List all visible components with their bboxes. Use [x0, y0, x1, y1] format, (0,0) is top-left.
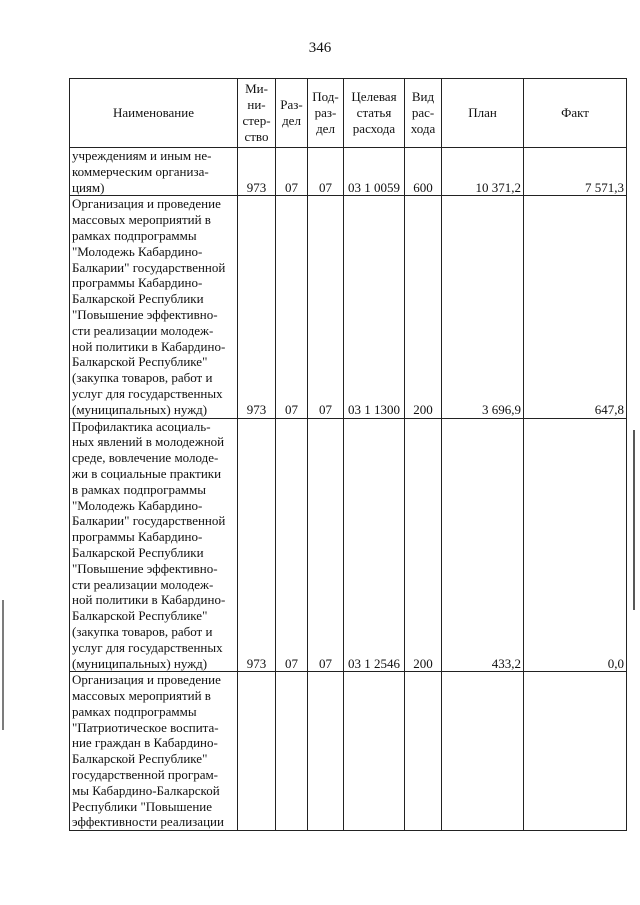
row-plan [442, 672, 524, 831]
row-name: учреждениям и иным не- коммерческим организа- циям) [70, 148, 238, 196]
row-fact: 647,8 [524, 196, 627, 418]
row-section: 07 [276, 148, 308, 196]
row-name: Организация и проведение массовых мероприятий в рамках подпрограммы "Патриотическое воспита- ние граждан в Кабардино- Балкарской Республике" государственной програм- мы Кабардино-Балкарской Республики "Повышение эффективности реализации [70, 672, 238, 831]
row-plan: 3 696,9 [442, 196, 524, 418]
row-target: 03 1 2546 [344, 418, 405, 672]
row-ministry [238, 672, 276, 831]
row-plan: 10 371,2 [442, 148, 524, 196]
scan-edge-mark-left [2, 600, 4, 730]
row-subsection: 07 [308, 196, 344, 418]
row-subsection [308, 672, 344, 831]
row-fact: 7 571,3 [524, 148, 627, 196]
header-plan: План [442, 79, 524, 148]
row-ministry: 973 [238, 196, 276, 418]
header-name: Наименование [70, 79, 238, 148]
row-target [344, 672, 405, 831]
row-type: 600 [405, 148, 442, 196]
row-type: 200 [405, 196, 442, 418]
row-name: Организация и проведение массовых мероприятий в рамках подпрограммы "Молодежь Кабардино- Балкарии" государственной программы Кабардино- Балкарской Республики "Повышение эффективно- сти реализации молодеж- ной политики в Кабардино- Балкарской Республике" (закупка товаров, работ и услуг для государственных (муниципальных) нужд) [70, 196, 238, 418]
table-row [70, 196, 627, 418]
row-fact: 0,0 [524, 418, 627, 672]
row-fact [524, 672, 627, 831]
row-subsection: 07 [308, 148, 344, 196]
row-section: 07 [276, 196, 308, 418]
table-row [70, 148, 627, 196]
row-plan: 433,2 [442, 418, 524, 672]
header-ministry: Ми- ни- стер- ство [238, 79, 276, 148]
table-row [70, 672, 627, 831]
row-type [405, 672, 442, 831]
row-target: 03 1 1300 [344, 196, 405, 418]
row-section: 07 [276, 418, 308, 672]
row-ministry: 973 [238, 418, 276, 672]
scan-edge-mark-right [633, 430, 635, 610]
header-target: Целевая статья расхода [344, 79, 405, 148]
table-header-row [70, 79, 627, 148]
row-type: 200 [405, 418, 442, 672]
header-section: Раз- дел [276, 79, 308, 148]
header-fact: Факт [524, 79, 627, 148]
row-ministry: 973 [238, 148, 276, 196]
header-subsection: Под- раз- дел [308, 79, 344, 148]
row-target: 03 1 0059 [344, 148, 405, 196]
page-number: 346 [308, 40, 332, 56]
row-section [276, 672, 308, 831]
budget-table [69, 78, 627, 831]
row-subsection: 07 [308, 418, 344, 672]
row-name: Профилактика асоциаль- ных явлений в молодежной среде, вовлечение молоде- жи в социальные практики в рамках подпрограммы "Молодежь Кабардино- Балкарии" государственной программы Кабардино- Балкарской Республики "Повышение эффективно- сти реализации молодеж- ной политики в Кабардино- Балкарской Республике" (закупка товаров, работ и услуг для государственных (муниципальных) нужд) [70, 418, 238, 672]
header-type: Вид рас- хода [405, 79, 442, 148]
table-row [70, 418, 627, 672]
